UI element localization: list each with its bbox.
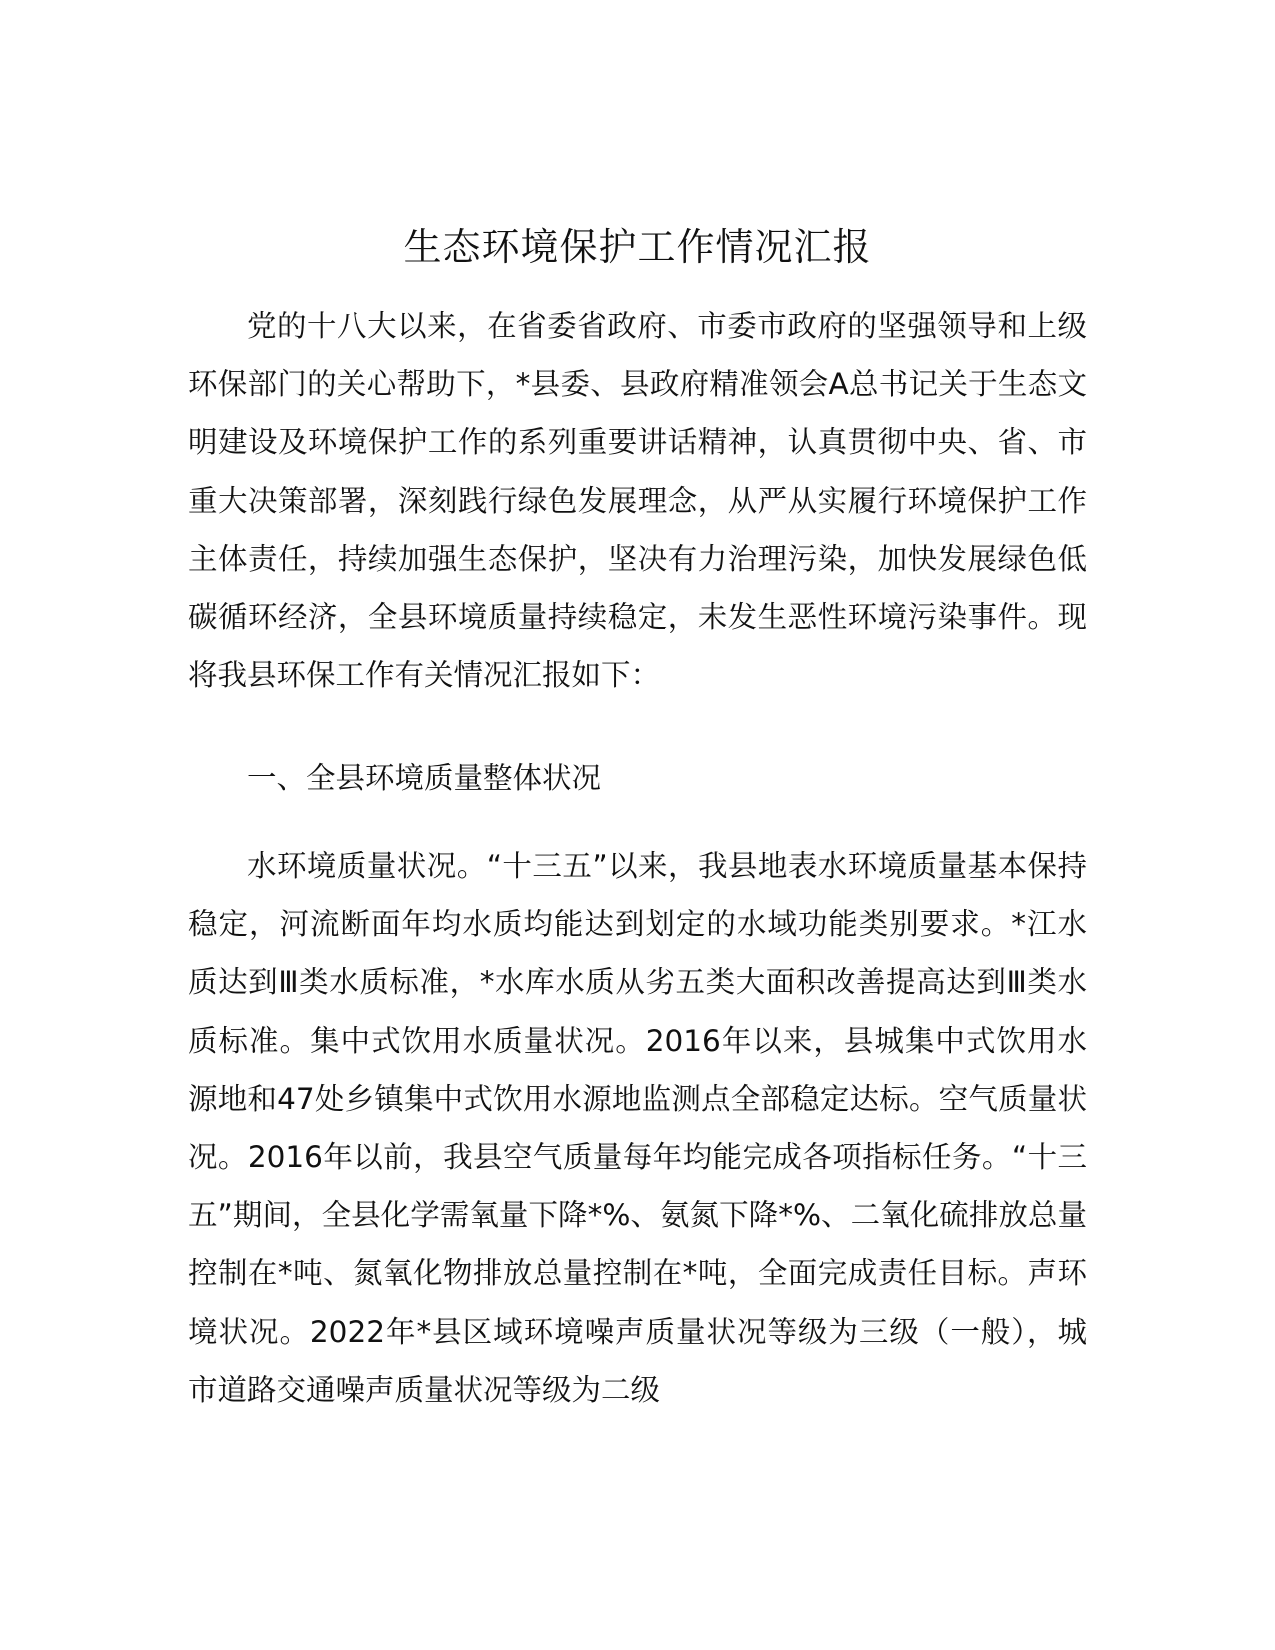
section-heading: 一、全县环境质量整体状况 xyxy=(247,761,602,795)
intro-paragraph: 党的十八大以来，在省委省政府、市委市政府的坚强领导和上级环保部门的关心帮助下，*县委、县政府精准领会A总书记关于生态文明建设及环境保护工作的系列重要讲话精神，认真贯彻中央、省、市重大决策部署，深刻践行绿色发展理念，从严从实履行环境保护工作主体责任，持续加强生态保护，坚决有力治理污染，加快发展绿色低碳循环经济，全县环境质量持续稳定，未发生恶性环境污染事件。现将我县环保工作有关情况汇报如下： xyxy=(188,309,1087,693)
document-title: 生态环境保护工作情况汇报 xyxy=(403,225,872,269)
environment-quality-paragraph: 水环境质量状况。“十三五”以来，我县地表水环境质量基本保持稳定，河流断面年均水质均能达到划定的水域功能类别要求。*江水质达到Ⅲ类水质标准，*水库水质从劣五类大面积改善提高达到Ⅲ类水质标准。集中式饮用水质量状况。2016年以来，县城集中式饮用水源地和47处乡镇集中式饮用水源地监测点全部稳定达标。空气质量状况。2016年以前，我县空气质量每年均能完成各项指标任务。“十三五”期间，全县化学需氧量下降*%、氨氮下降*%、二氧化硫排放总量控制在*吨、氮氧化物排放总量控制在*吨，全面完成责任目标。声环境状况。2022年*县区域环境噪声质量状况等级为三级（一般），城市道路交通噪声质量状况等级为二级 xyxy=(188,849,1087,1407)
